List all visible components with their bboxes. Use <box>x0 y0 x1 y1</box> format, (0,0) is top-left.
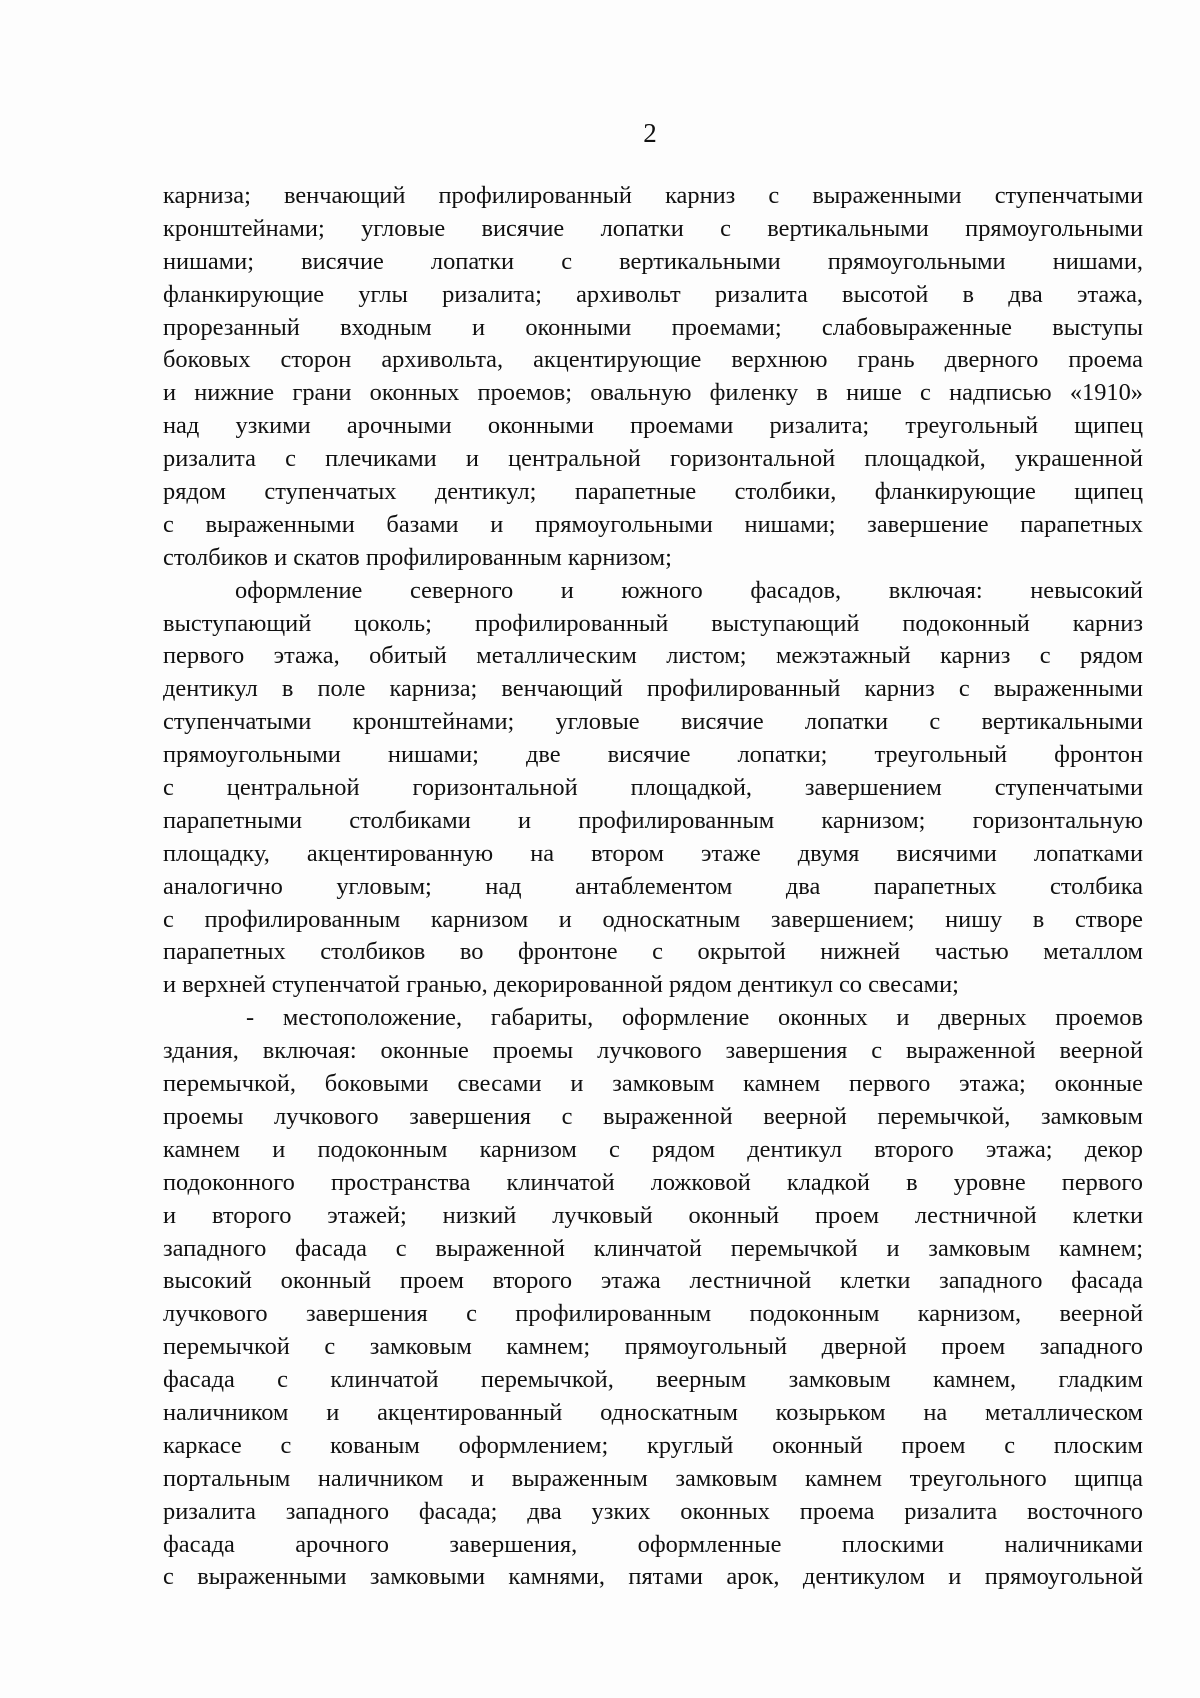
text-line: здания, включая: оконные проемы лучкового завершения с выраженной веерной <box>163 1037 1143 1065</box>
text-line: портальным наличником и выраженным замковым камнем треугольного щипца <box>163 1464 1143 1492</box>
text-line: ризалита с плечиками и центральной горизонтальной площадкой, украшенной <box>163 445 1143 473</box>
text-line: подоконного пространства клинчатой ложковой кладкой в уровне первого <box>163 1168 1143 1196</box>
text-line: камнем и подоконным карнизом с рядом дентикул второго этажа; декор <box>163 1135 1143 1163</box>
text-line: дентикул в поле карниза; венчающий профилированный карниз с выраженными <box>163 675 1143 703</box>
text-line: над узкими арочными оконными проемами ризалита; треугольный щипец <box>163 412 1143 440</box>
text-line: западного фасада с выраженной клинчатой перемычкой и замковым камнем; <box>163 1234 1143 1262</box>
text-line: с профилированным карнизом и односкатным завершением; нишу в створе <box>163 905 1143 933</box>
text-line: лучкового завершения с профилированным подоконным карнизом, веерной <box>163 1300 1143 1328</box>
text-line: каркасе с кованым оформлением; круглый оконный проем с плоским <box>163 1431 1143 1459</box>
text-line: нишами; висячие лопатки с вертикальными прямоугольными нишами, <box>163 247 1143 275</box>
text-line: ступенчатыми кронштейнами; угловые висячие лопатки с вертикальными <box>163 708 1143 736</box>
document-body <box>163 180 1143 1594</box>
text-line: проемы лучкового завершения с выраженной веерной перемычкой, замковым <box>163 1102 1143 1130</box>
text-line: площадку, акцентированную на втором этаже двумя висячими лопатками <box>163 839 1143 867</box>
text-line: перемычкой с замковым камнем; прямоугольный дверной проем западного <box>163 1333 1143 1361</box>
text-line: перемычкой, боковыми свесами и замковым камнем первого этажа; оконные <box>163 1070 1143 1098</box>
text-line: наличником и акцентированный односкатным козырьком на металлическом <box>163 1398 1143 1426</box>
text-line: прорезанный входным и оконными проемами; слабовыраженные выступы <box>163 313 1143 341</box>
text-line: аналогично угловым; над антаблементом два парапетных столбика <box>163 872 1143 900</box>
text-line: парапетных столбиков во фронтоне с окрытой нижней частью металлом <box>163 938 1143 966</box>
text-line: оформление северного и южного фасадов, включая: невысокий <box>235 576 1143 604</box>
text-line: - местоположение, габариты, оформление оконных и дверных проемов <box>246 1004 1143 1032</box>
text-line: прямоугольными нишами; две висячие лопатки; треугольный фронтон <box>163 741 1143 769</box>
text-line: фасада арочного завершения, оформленные плоскими наличниками <box>163 1530 1143 1558</box>
text-line: фасада с клинчатой перемычкой, веерным замковым камнем, гладким <box>163 1366 1143 1394</box>
text-line: фланкирующие углы ризалита; архивольт ризалита высотой в два этажа, <box>163 280 1143 308</box>
text-line: парапетными столбиками и профилированным карнизом; горизонтальную <box>163 806 1143 834</box>
text-line: и нижние грани оконных проемов; овальную филенку в нише с надписью «1910» <box>163 379 1143 407</box>
text-line: с центральной горизонтальной площадкой, завершением ступенчатыми <box>163 774 1143 802</box>
text-line: боковых сторон архивольта, акцентирующие верхнюю грань дверного проема <box>163 346 1143 374</box>
text-line: высокий оконный проем второго этажа лестничной клетки западного фасада <box>163 1267 1143 1295</box>
text-line: с выраженными базами и прямоугольными нишами; завершение парапетных <box>163 510 1143 538</box>
text-line: первого этажа, обитый металлическим листом; межэтажный карниз с рядом <box>163 642 1143 670</box>
page-number: 2 <box>643 118 657 148</box>
text-line: кронштейнами; угловые висячие лопатки с вертикальными прямоугольными <box>163 214 1143 242</box>
text-line: и второго этажей; низкий лучковый оконный проем лестничной клетки <box>163 1201 1143 1229</box>
text-line: и верхней ступенчатой гранью, декорированной рядом дентикул со свесами; <box>163 971 959 999</box>
text-line: столбиков и скатов профилированным карнизом; <box>163 543 672 571</box>
text-line: ризалита западного фасада; два узких оконных проема ризалита восточного <box>163 1497 1143 1525</box>
text-line: рядом ступенчатых дентикул; парапетные столбики, фланкирующие щипец <box>163 478 1143 506</box>
text-line: карниза; венчающий профилированный карниз с выраженными ступенчатыми <box>163 182 1143 209</box>
text-line: с выраженными замковыми камнями, пятами арок, дентикулом и прямоугольной <box>163 1563 1143 1591</box>
text-line: выступающий цоколь; профилированный выступающий подоконный карниз <box>163 609 1143 637</box>
